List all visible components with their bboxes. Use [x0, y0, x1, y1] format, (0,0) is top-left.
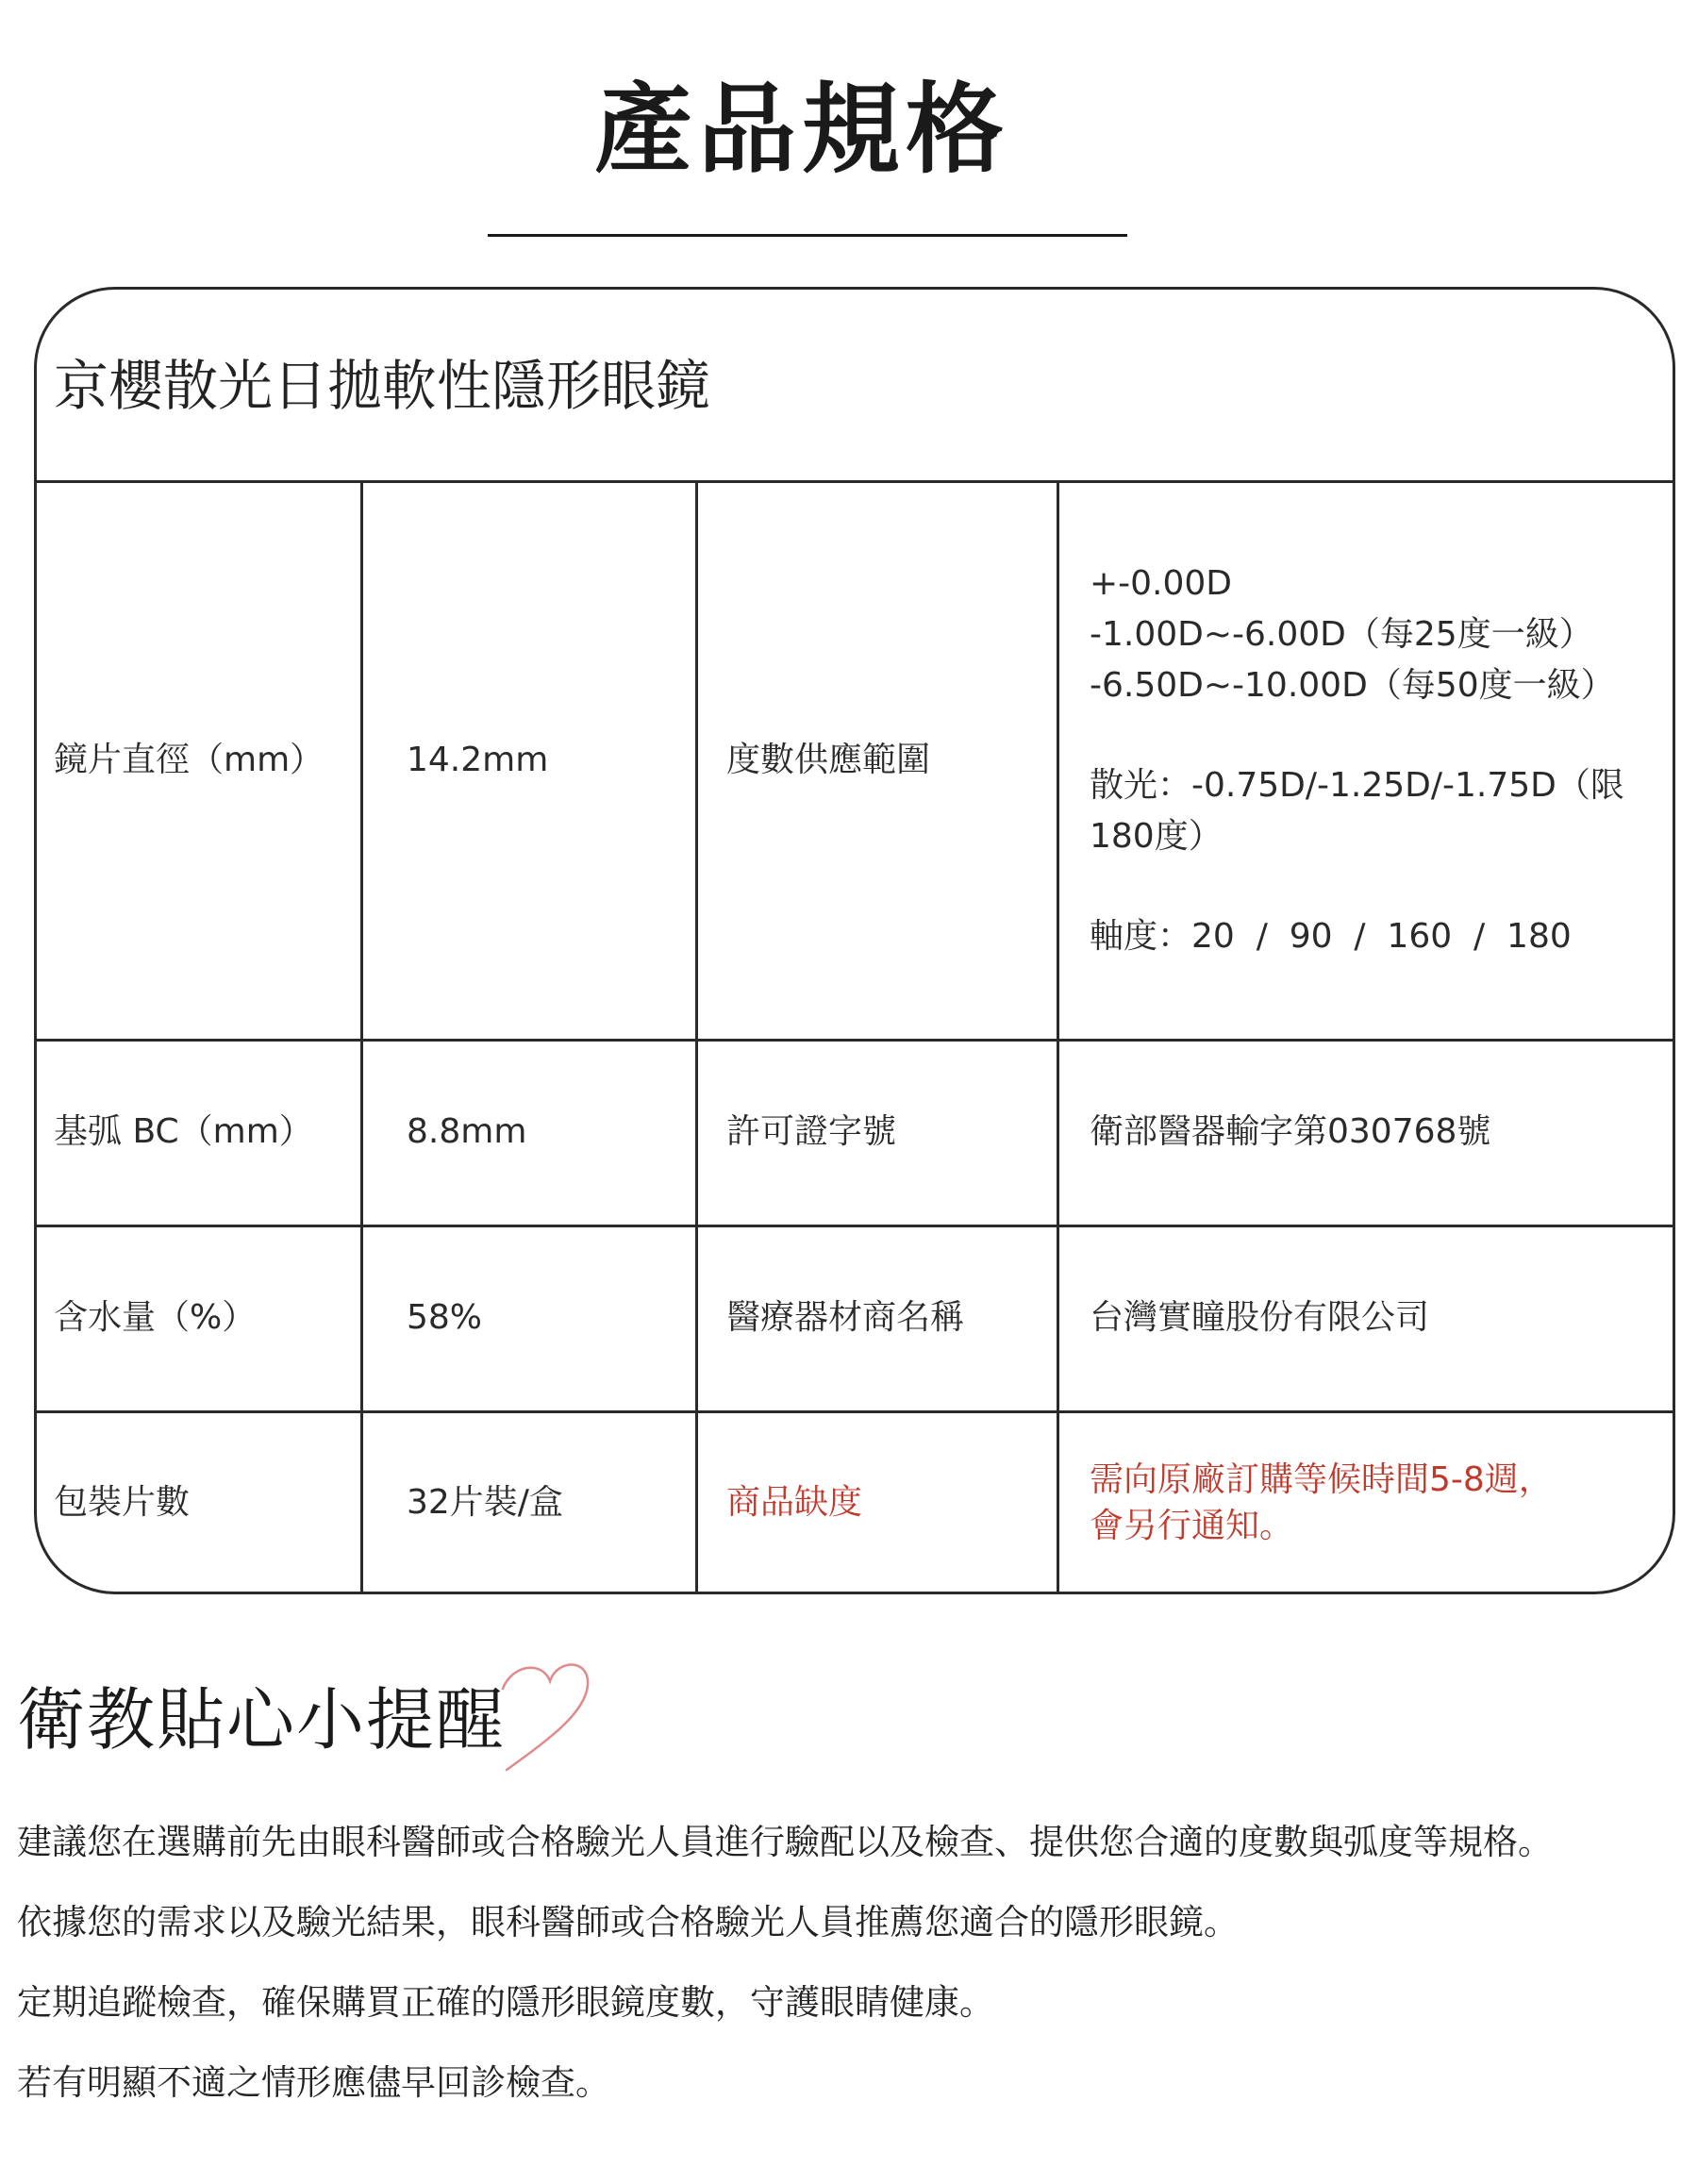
power-line-axis: 軸度：20 / 90 / 160 / 180 [1090, 917, 1572, 957]
tip-item: 依據您的需求以及驗光結果，眼科醫師或合格驗光人員推薦您適合的隱形眼鏡。 [17, 1902, 1239, 1942]
product-name: 京櫻散光日拋軟性隱形眼鏡 [54, 354, 711, 418]
value-license-number: 衛部醫器輸字第030768號 [1058, 1040, 1673, 1225]
value-power-range [1058, 483, 1673, 1040]
label-power-range: 度數供應範圍 [697, 483, 1058, 1040]
value-lens-diameter: 14.2mm [362, 483, 697, 1040]
page-title: 產品規格 [593, 72, 1009, 187]
spacer [1090, 711, 1673, 760]
out-of-stock-line-1: 需向原廠訂購等候時間5-8週， [1090, 1460, 1553, 1500]
heart-outline-icon [495, 1653, 594, 1776]
value-water-content: 58% [362, 1225, 697, 1411]
tips-list [17, 1802, 1553, 2123]
spec-table [37, 483, 1673, 1594]
tips-title: 衛教貼心小提醒 [17, 1680, 507, 1759]
tip-item: 定期追蹤檢查，確保購買正確的隱形眼鏡度數，守護眼睛健康。 [17, 1982, 994, 2023]
label-pack-count: 包裝片數 [37, 1411, 362, 1594]
spec-card [34, 287, 1675, 1594]
spacer [1090, 862, 1673, 911]
tip-item: 建議您在選購前先由眼科醫師或合格驗光人員進行驗配以及檢查、提供您合適的度數與弧度等規格。 [17, 1822, 1553, 1862]
table-row [37, 1040, 1673, 1225]
label-base-curve: 基弧 BC（mm） [37, 1040, 362, 1225]
value-base-curve: 8.8mm [362, 1040, 697, 1225]
label-water-content: 含水量（%） [37, 1225, 362, 1411]
out-of-stock-line-2: 會另行通知。 [1090, 1506, 1294, 1545]
table-row [37, 1225, 1673, 1411]
label-license-number: 許可證字號 [697, 1040, 1058, 1225]
power-line-range-2: -6.50D~-10.00D（每50度一級） [1090, 666, 1615, 706]
table-row [37, 483, 1673, 1040]
power-line-range-1: -1.00D~-6.00D（每25度一級） [1090, 615, 1593, 655]
label-lens-diameter: 鏡片直徑（mm） [37, 483, 362, 1040]
card-header [37, 290, 1673, 483]
tip-item: 若有明顯不適之情形應儘早回診檢查。 [17, 2062, 610, 2103]
value-vendor-name: 台灣實瞳股份有限公司 [1058, 1225, 1673, 1411]
value-pack-count: 32片裝/盒 [362, 1411, 697, 1594]
label-out-of-stock: 商品缺度 [697, 1411, 1058, 1594]
label-vendor-name: 醫療器材商名稱 [697, 1225, 1058, 1411]
power-line-cylinder: 散光：-0.75D/-1.25D/-1.75D（限180度） [1090, 766, 1624, 857]
value-out-of-stock-note [1058, 1411, 1673, 1594]
power-line-zero: +-0.00D [1090, 564, 1233, 604]
table-row [37, 1411, 1673, 1594]
title-divider [488, 234, 1127, 237]
